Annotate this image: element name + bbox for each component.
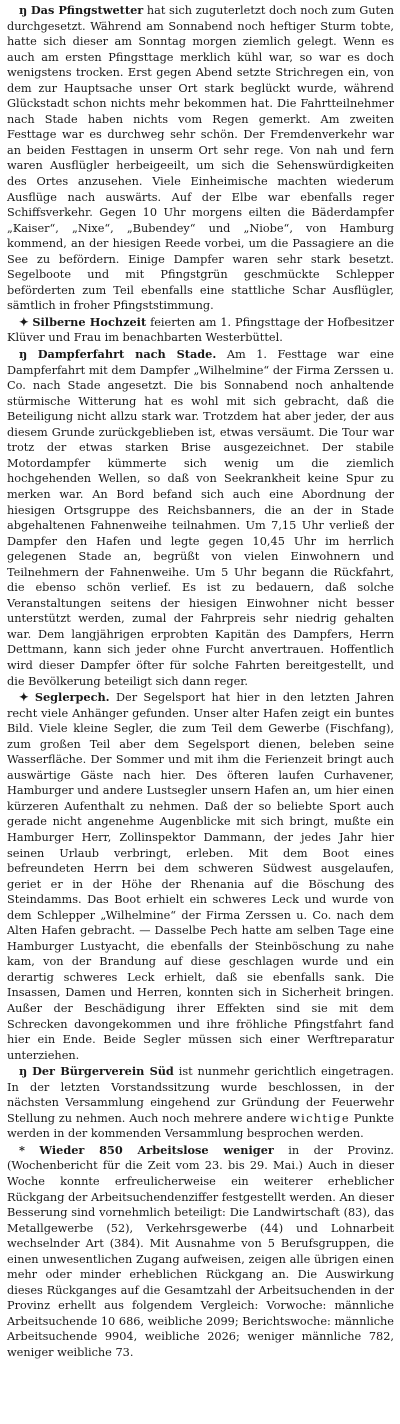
article-marker: ✦ [19, 690, 29, 705]
article-body: Der Segelsport hat hier in den letzten Jahren recht viele Anhänger gefunden. Unser alter Hafen zeigt ein buntes Bild. Viele kleine Segler, die zum Teil dem Gewerbe (Fischfang), zum großen Teil aber dem Segelsport dienen, beleben seine Wasserfläche. Der Sommer und mit ihm die Ferienzeit bringt auch auswärtige Gäste nach hier. Des öfteren laufen Curhavener, Hamburger und andere Lustsegler unsern Hafen an, um hier einen kürzeren Aufenthalt zu nehmen. Daß der so beliebte Sport auch gerade nicht angenehme Augenblicke mit sich bringt, mußte ein Hamburger Herr, Zollinspektor Dammann, der jedes Jahr hier seinen Urlaub verbringt, erleben. Mit dem Boot eines befreundeten Herrn bei dem schweren Südwest ausgelaufen, geriet er in der Höhe der Rhenania auf die Böschung des Steindamms. Das Boot erhielt ein schweres Leck und wurde von dem Schlepper „Wilhelmine“ der Firma Zerssen u. Co. nach dem Alten Hafen gebracht. — Dasselbe Pech hatte am selben Tage eine Hamburger Lustyacht, die ebenfalls der Steinböschung zu nahe kam, von der Brandung auf diese geschlagen wurde und ein derartig schweres Leck erhielt, daß sie ebenfalls sank. Die Insassen, Damen und Herren, konnten sich in Sicherheit bringen. Außer der Beschädigung ihrer Effekten sind sie mit dem Schrecken davongekommen und ihre fröhliche Pfingstfahrt fand hier ein Ende. Beide Segler müssen sich einer Werftreparatur unterziehen. [7, 691, 394, 1062]
article-body: hat sich zuguterletzt doch noch zum Guten durchgesetzt. Während am Sonnabend noch heftiger Sturm tobte, hatte sich dieser am Sonntag morgen ziemlich gelegt. Wenn es auch am ersten Pfingsttage merklich kühl war, so war es doch wenigstens trocken. Erst gegen Abend setzte Strichregen ein, von dem zur Hauptsache unser Ort stark beglückt wurde, während Glückstadt schon nichts mehr bekommen hat. Die Fahrtteilnehmer nach Stade haben nichts vom Regen gemerkt. Am zweiten Festtage war es durchweg sehr schön. Der Fremdenverkehr war an beiden Festtagen in unserm Ort sehr rege. Von nah und fern waren Ausflügler herbeigeeilt, um sich die Sehenswürdigkeiten des Ortes anzusehen. Viele Einheimische machten wiederum Ausflüge nach auswärts. Auf der Elbe war ebenfalls reger Schiffsverkehr. Gegen 10 Uhr morgens eilten die Bäderdampfer „Kaiser“, „Nixe“, „Bubendey“ und „Niobe“, von Hamburg kommend, an der hiesigen Reede vorbei, um die Passagiere an die See zu befördern. Einige Dampfer waren sehr stark besetzt. Segelboote und mit Pfingstgrün geschmückte Schlepper beförderten zum Teil ebenfalls eine stattliche Schar Ausflügler, sämtlich in froher Pfingststimmung. [7, 4, 395, 313]
article-headline: Silberne Hochzeit [32, 314, 147, 329]
emphasized-word: wichtige [290, 1111, 350, 1125]
article-marker: ŋ [19, 1064, 28, 1079]
article-body: in der Provinz. (Wochenbericht für die Zeit vom 23. bis 29. Mai.) Auch in dieser Woche konnte erfreulicherweise ein weiterer erheblicher Rückgang der Arbeitsuchendenziffer festgestellt werden. An dieser Besserung sind vornehmlich beteiligt: Die Landwirtschaft (83), das Metallgewerbe (52), Verkehrsgewerbe (44) und Lohnarbeit wechselnder Art (384). Mit Ausnahme von 5 Berufsgruppen, die einen unwesentlichen Zugang aufweisen, zeigen alle übrigen einen mehr oder minder erheblichen Rückgang an. Die Auswirkung dieses Rückganges auf die Gesamtzahl der Arbeitsuchenden in der Provinz erhellt aus folgendem Vergleich: Vorwoche: männliche Arbeitsuchende 10 686, weibliche 2099; Berichtswoche: männliche Arbeitsuchende 9904, weibliche 2026; weniger männliche 782, weniger weibliche 73. [7, 1143, 394, 1360]
article-marker: * [19, 1142, 25, 1157]
article-body-end: Punkte werden in der kommenden Versammlung besprochen werden. [7, 1111, 394, 1141]
article-silberne-hochzeit [7, 315, 394, 346]
article-marker: ŋ [19, 3, 28, 17]
article-headline: Dampferfahrt nach Stade. [37, 347, 217, 362]
article-body: feierten am 1. Pfingsttage der Hofbesitzer Klüver und Frau im benachbarten Westerbüttel. [7, 315, 394, 345]
article-dampferfahrt [7, 347, 394, 689]
article-headline: Das Pfingstwetter [30, 3, 144, 17]
article-body: Am 1. Festtage war eine Dampferfahrt mit dem Dampfer „Wilhelmine“ der Firma Zerssen u. Co. nach Stade angesetzt. Die bis Sonnabend noch anhaltende stürmische Witterung hat es wohl mit sich gebracht, daß die Beteiligung nicht allzu stark war. Trotzdem hat aber jeder, der aus diesem Grunde zurückgeblieben ist, etwas versäumt. Die Tour war trotz der etwas starken Brise ausgezeichnet. Der stabile Motordampfer kümmerte sich wenig um die ziemlich hochgehenden Wellen, so daß von Seekrankheit keine Spur zu merken war. An Bord befand sich auch eine Abordnung der hiesigen Ortsgruppe des Reichsbanners, die an der in Stade abgehaltenen Fahnenweihe teilnahmen. Um 7,15 Uhr verließ der Dampfer den Hafen und legte gegen 10,45 Uhr im herrlich gelegenen Stade an, begrüßt von vielen Einwohnern und Teilnehmern der Fahnenweihe. Um 5 Uhr begann die Rückfahrt, die ebenso schön verlief. Es ist zu bedauern, daß solche Veranstaltungen seitens der hiesigen Einwohner nicht besser unterstützt werden, zumal der Fahrpreis sehr niedrig gehalten war. Dem langjährigen erprobten Kapitän des Dampfers, Herrn Dettmann, kann sich jeder ohne Furcht anvertrauen. Hoffentlich wird dieser Dampfer öfter für solche Fahrten bereitgestellt, und die Bevölkerung beteiligt sich dann reger. [7, 348, 394, 688]
article-marker: ŋ [19, 347, 28, 362]
article-body: ist nunmehr gerichtlich eingetragen. In der letzten Vorstandssitzung wurde beschlossen, in der nächsten Versammlung eingehend zur Gründung der Feuerwehr Stellung zu nehmen. Auch noch mehrere andere [7, 1065, 394, 1125]
article-headline: Wieder 850 Arbeitslose weniger [39, 1142, 274, 1157]
article-buergerverein [7, 1064, 394, 1142]
article-headline: Seglerpech. [34, 690, 110, 705]
article-pfingstwetter [7, 3, 394, 314]
article-seglerpech [7, 690, 394, 1063]
article-arbeitslose [7, 1143, 394, 1361]
article-marker: ✦ [19, 314, 29, 329]
article-headline: Der Bürgerverein Süd [32, 1064, 174, 1079]
